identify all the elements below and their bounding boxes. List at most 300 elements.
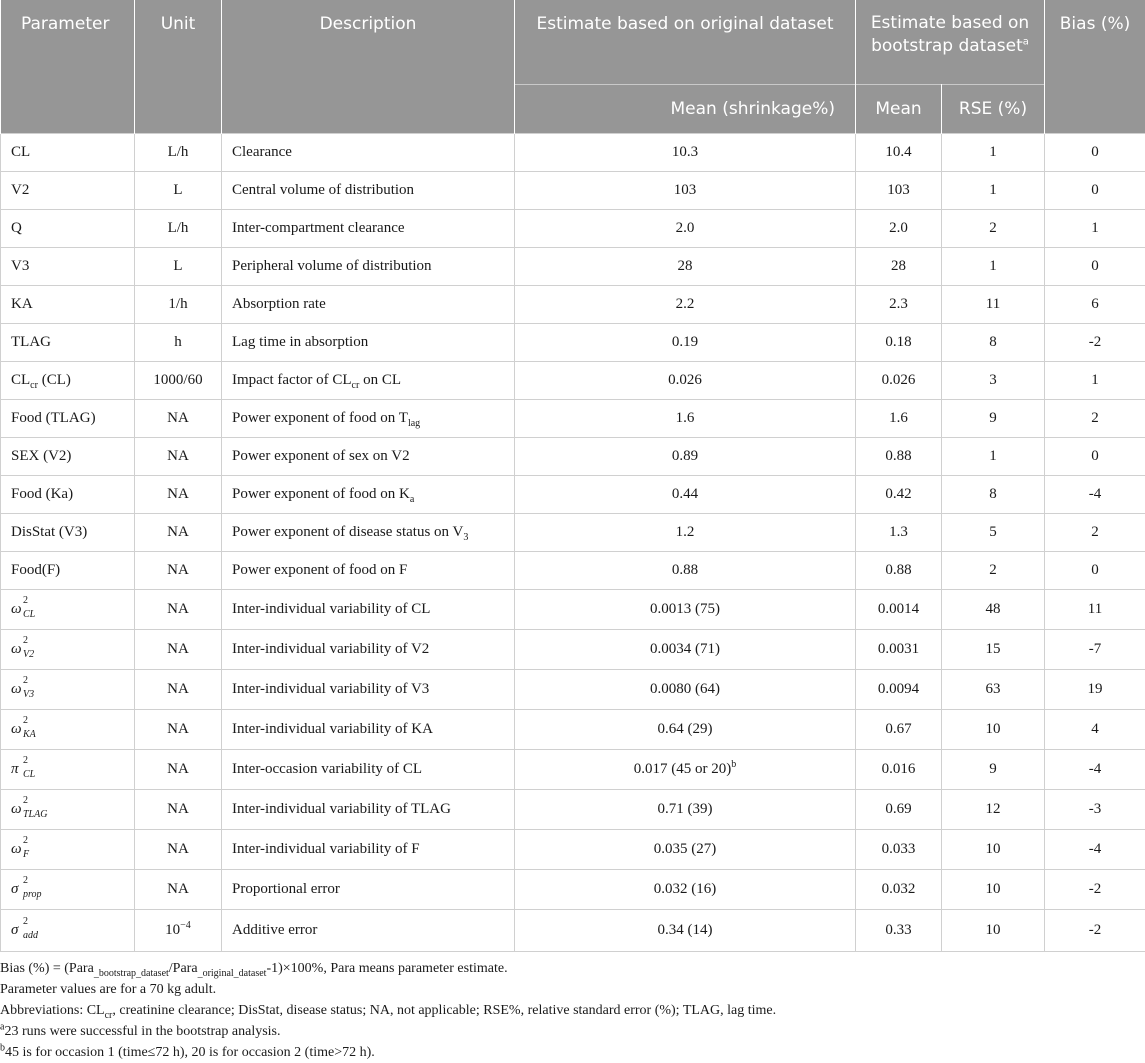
- parameter-text: Food (TLAG): [11, 410, 96, 426]
- cell-unit: [135, 630, 222, 670]
- table-row: [1, 476, 1145, 514]
- cell-parameter: [1, 790, 135, 830]
- parameter-symbol: [11, 681, 44, 698]
- description-text: Power exponent of disease status on V: [232, 524, 463, 540]
- cell-description: [222, 790, 515, 830]
- cell-unit: [135, 286, 222, 324]
- parameter-text: DisStat (V3): [11, 524, 87, 540]
- cell-unit: [135, 710, 222, 750]
- cell-unit: [135, 514, 222, 552]
- description-text: Inter-compartment clearance: [232, 220, 405, 236]
- original-mean-value: 0.032 (16): [654, 881, 717, 897]
- cell-bootstrap-rse: 5: [942, 514, 1045, 552]
- description-text: Power exponent of sex on V2: [232, 448, 410, 464]
- description-text: Peripheral volume of distribution: [232, 258, 432, 274]
- original-mean-value: 0.19: [672, 334, 698, 350]
- cell-bootstrap-mean: 10.4: [856, 134, 942, 172]
- parameter-symbol: [11, 721, 44, 738]
- cell-bootstrap-mean: 0.026: [856, 362, 942, 400]
- cell-original-mean: [515, 210, 856, 248]
- cell-description: [222, 400, 515, 438]
- parameter-text-suffix: (CL): [38, 372, 71, 388]
- cell-original-mean: [515, 324, 856, 362]
- description-subscript: a: [410, 494, 414, 505]
- symbol-superscript: 2: [23, 795, 28, 806]
- original-mean-value: 0.0013 (75): [650, 601, 720, 617]
- header-parameter: Parameter: [1, 0, 135, 134]
- cell-original-mean: [515, 172, 856, 210]
- cell-parameter: [1, 362, 135, 400]
- cell-bootstrap-rse: 9: [942, 400, 1045, 438]
- cell-original-mean: [515, 910, 856, 952]
- cell-unit: [135, 790, 222, 830]
- cell-description: [222, 134, 515, 172]
- cell-bias: 11: [1045, 590, 1145, 630]
- cell-description: [222, 362, 515, 400]
- table-row: [1, 670, 1145, 710]
- unit-text: NA: [167, 641, 189, 657]
- table-row: [1, 710, 1145, 750]
- description-text: Power exponent of food on F: [232, 562, 407, 578]
- cell-description: [222, 910, 515, 952]
- cell-bootstrap-mean: 0.42: [856, 476, 942, 514]
- parameter-symbol: [11, 801, 44, 818]
- parameter-text: Food (Ka): [11, 486, 73, 502]
- description-text: Inter-occasion variability of CL: [232, 761, 422, 777]
- unit-text: NA: [167, 841, 189, 857]
- header-bootstrap-rse: RSE (%): [942, 85, 1045, 134]
- header-original-estimate: Estimate based on original dataset: [515, 0, 856, 85]
- cell-unit: [135, 870, 222, 910]
- description-text: Additive error: [232, 922, 317, 938]
- symbol-letter: ω: [11, 801, 22, 817]
- cell-parameter: [1, 172, 135, 210]
- description-text: Inter-individual variability of F: [232, 841, 420, 857]
- cell-unit: [135, 910, 222, 952]
- symbol-subscript: add: [23, 930, 38, 941]
- cell-bias: -2: [1045, 910, 1145, 952]
- cell-bootstrap-rse: 1: [942, 248, 1045, 286]
- original-mean-value: 103: [674, 182, 697, 198]
- table-row: [1, 630, 1145, 670]
- cell-bootstrap-mean: 0.0014: [856, 590, 942, 630]
- table-row: [1, 362, 1145, 400]
- header-bootstrap-footnote-mark: a: [1023, 36, 1029, 47]
- cell-bootstrap-mean: 1.6: [856, 400, 942, 438]
- cell-bootstrap-rse: 1: [942, 172, 1045, 210]
- original-mean-value: 0.017 (45 or 20): [634, 761, 732, 777]
- cell-parameter: [1, 210, 135, 248]
- original-mean-value: 2.0: [676, 220, 695, 236]
- cell-parameter: [1, 248, 135, 286]
- symbol-letter: σ: [11, 922, 18, 938]
- cell-bias: 19: [1045, 670, 1145, 710]
- cell-parameter: [1, 286, 135, 324]
- cell-parameter: [1, 910, 135, 952]
- table-body: [1, 134, 1145, 952]
- cell-parameter: [1, 630, 135, 670]
- description-subscript: lag: [408, 418, 420, 429]
- description-text: Power exponent of food on K: [232, 486, 410, 502]
- cell-bootstrap-mean: 0.033: [856, 830, 942, 870]
- symbol-subscript: prop: [23, 889, 42, 900]
- symbol-superscript: 2: [23, 875, 28, 886]
- cell-bias: 1: [1045, 210, 1145, 248]
- parameter-text: SEX (V2): [11, 448, 71, 464]
- symbol-superscript: 2: [23, 635, 28, 646]
- parameter-text: CL: [11, 372, 30, 388]
- cell-unit: [135, 324, 222, 362]
- description-text: Impact factor of CL: [232, 372, 352, 388]
- header-original-mean: Mean (shrinkage%): [515, 85, 856, 134]
- symbol-superscript: 2: [23, 835, 28, 846]
- unit-text: NA: [167, 562, 189, 578]
- original-mean-value: 0.89: [672, 448, 698, 464]
- unit-text: h: [174, 334, 182, 350]
- cell-original-mean: [515, 134, 856, 172]
- cell-parameter: [1, 590, 135, 630]
- cell-original-mean: [515, 750, 856, 790]
- cell-bootstrap-rse: 12: [942, 790, 1045, 830]
- cell-bootstrap-rse: 8: [942, 476, 1045, 514]
- original-mean-value: 0.0080 (64): [650, 681, 720, 697]
- table-row: [1, 286, 1145, 324]
- cell-bootstrap-rse: 48: [942, 590, 1045, 630]
- unit-text: NA: [167, 761, 189, 777]
- cell-bootstrap-rse: 9: [942, 750, 1045, 790]
- description-subscript: 3: [463, 532, 468, 543]
- cell-description: [222, 670, 515, 710]
- cell-bootstrap-rse: 2: [942, 210, 1045, 248]
- cell-bootstrap-mean: 0.67: [856, 710, 942, 750]
- table-row: [1, 210, 1145, 248]
- cell-bias: 4: [1045, 710, 1145, 750]
- parameter-text: CL: [11, 144, 30, 160]
- unit-text: L: [173, 258, 182, 274]
- symbol-superscript: 2: [23, 755, 28, 766]
- original-mean-value: 1.2: [676, 524, 695, 540]
- original-mean-value: 1.6: [676, 410, 695, 426]
- cell-parameter: [1, 870, 135, 910]
- cell-original-mean: [515, 552, 856, 590]
- cell-original-mean: [515, 710, 856, 750]
- cell-bootstrap-mean: 1.3: [856, 514, 942, 552]
- cell-unit: [135, 830, 222, 870]
- table-row: [1, 910, 1145, 952]
- note-adult: Parameter values are for a 70 kg adult.: [0, 979, 1145, 1000]
- header-bootstrap-line2: bootstrap dataset: [871, 36, 1023, 56]
- cell-bias: 0: [1045, 438, 1145, 476]
- cell-parameter: [1, 552, 135, 590]
- cell-parameter: [1, 134, 135, 172]
- symbol-subscript: CL: [23, 609, 35, 620]
- table-row: [1, 590, 1145, 630]
- cell-bootstrap-rse: 10: [942, 910, 1045, 952]
- cell-description: [222, 710, 515, 750]
- description-text: Inter-individual variability of CL: [232, 601, 430, 617]
- description-text: Lag time in absorption: [232, 334, 368, 350]
- cell-bootstrap-mean: 0.032: [856, 870, 942, 910]
- table-row: [1, 750, 1145, 790]
- unit-text: L/h: [168, 144, 189, 160]
- note-bias-definition: Bias (%) = (Para$_{\_bootstrap\_dataset}$/Para$_{\_original\_dataset}$-1)×100%, Para means parameter estimate.: [0, 958, 1145, 979]
- cell-bias: -4: [1045, 750, 1145, 790]
- cell-original-mean: [515, 790, 856, 830]
- table-row: [1, 870, 1145, 910]
- table-row: [1, 134, 1145, 172]
- unit-text: NA: [167, 448, 189, 464]
- table-row: [1, 172, 1145, 210]
- parameter-subscript: cr: [30, 380, 38, 391]
- cell-original-mean: [515, 362, 856, 400]
- table-row: [1, 324, 1145, 362]
- symbol-letter: ω: [11, 641, 22, 657]
- description-text: Inter-individual variability of KA: [232, 721, 433, 737]
- cell-original-mean: [515, 286, 856, 324]
- parameter-symbol: [11, 641, 44, 658]
- unit-text: NA: [167, 721, 189, 737]
- original-mean-value: 28: [678, 258, 693, 274]
- original-mean-value: 0.71 (39): [658, 801, 713, 817]
- table-row: [1, 552, 1145, 590]
- header-unit: Unit: [135, 0, 222, 134]
- unit-text: NA: [167, 524, 189, 540]
- cell-bootstrap-mean: 28: [856, 248, 942, 286]
- cell-bootstrap-rse: 8: [942, 324, 1045, 362]
- unit-text: NA: [167, 410, 189, 426]
- cell-bias: 1: [1045, 362, 1145, 400]
- description-text: Inter-individual variability of TLAG: [232, 801, 451, 817]
- cell-original-mean: [515, 870, 856, 910]
- cell-description: [222, 870, 515, 910]
- cell-bootstrap-mean: 0.88: [856, 552, 942, 590]
- cell-description: [222, 630, 515, 670]
- original-mean-value: 0.88: [672, 562, 698, 578]
- description-text: Clearance: [232, 144, 292, 160]
- unit-text: 1/h: [168, 296, 187, 312]
- cell-original-mean: [515, 438, 856, 476]
- unit-text: NA: [167, 881, 189, 897]
- cell-unit: [135, 590, 222, 630]
- cell-unit: [135, 362, 222, 400]
- cell-bias: 2: [1045, 514, 1145, 552]
- cell-bootstrap-rse: 1: [942, 438, 1045, 476]
- parameter-symbol: [11, 841, 44, 858]
- cell-bias: 2: [1045, 400, 1145, 438]
- table-row: [1, 830, 1145, 870]
- symbol-superscript: 2: [23, 916, 28, 927]
- cell-bias: -2: [1045, 870, 1145, 910]
- cell-parameter: [1, 670, 135, 710]
- original-mean-value: 0.34 (14): [658, 922, 713, 938]
- cell-original-mean: [515, 514, 856, 552]
- unit-text: L: [173, 182, 182, 198]
- cell-bootstrap-rse: 2: [942, 552, 1045, 590]
- cell-description: [222, 830, 515, 870]
- parameter-text: Food(F): [11, 562, 60, 578]
- unit-superscript: −4: [180, 920, 191, 931]
- table-row: [1, 400, 1145, 438]
- table-row: [1, 514, 1145, 552]
- cell-bootstrap-mean: 0.33: [856, 910, 942, 952]
- description-text: Absorption rate: [232, 296, 326, 312]
- parameter-text: KA: [11, 296, 33, 312]
- symbol-letter: ω: [11, 681, 22, 697]
- cell-parameter: [1, 476, 135, 514]
- cell-bootstrap-rse: 63: [942, 670, 1045, 710]
- cell-description: [222, 750, 515, 790]
- cell-description: [222, 324, 515, 362]
- cell-description: [222, 248, 515, 286]
- parameter-symbol: [11, 601, 44, 618]
- cell-original-mean: [515, 590, 856, 630]
- description-text: Central volume of distribution: [232, 182, 414, 198]
- cell-bootstrap-rse: 3: [942, 362, 1045, 400]
- cell-unit: [135, 248, 222, 286]
- original-mean-value: 2.2: [676, 296, 695, 312]
- cell-original-mean: [515, 830, 856, 870]
- cell-bias: -7: [1045, 630, 1145, 670]
- cell-unit: [135, 670, 222, 710]
- cell-description: [222, 286, 515, 324]
- cell-bootstrap-mean: 103: [856, 172, 942, 210]
- table-row: [1, 438, 1145, 476]
- parameter-text: TLAG: [11, 334, 51, 350]
- cell-bootstrap-mean: 0.016: [856, 750, 942, 790]
- parameter-symbol: [11, 761, 41, 778]
- description-subscript: cr: [352, 380, 360, 391]
- unit-text: L/h: [168, 220, 189, 236]
- symbol-subscript: KA: [23, 729, 36, 740]
- description-text-suffix: on CL: [359, 372, 401, 388]
- header-bootstrap-line1: Estimate based on: [871, 13, 1029, 33]
- cell-bootstrap-mean: 2.0: [856, 210, 942, 248]
- symbol-subscript: CL: [23, 769, 35, 780]
- original-mean-value: 0.44: [672, 486, 698, 502]
- table-row: [1, 248, 1145, 286]
- unit-text: NA: [167, 601, 189, 617]
- cell-bootstrap-mean: 2.3: [856, 286, 942, 324]
- parameter-text: V3: [11, 258, 29, 274]
- cell-description: [222, 590, 515, 630]
- symbol-subscript: V3: [23, 689, 34, 700]
- cell-bias: 0: [1045, 248, 1145, 286]
- cell-bias: 0: [1045, 552, 1145, 590]
- cell-parameter: [1, 830, 135, 870]
- cell-unit: [135, 134, 222, 172]
- cell-bootstrap-rse: 11: [942, 286, 1045, 324]
- header-bootstrap-mean: Mean: [856, 85, 942, 134]
- original-mean-value: 0.026: [668, 372, 702, 388]
- cell-original-mean: [515, 400, 856, 438]
- cell-description: [222, 476, 515, 514]
- cell-description: [222, 172, 515, 210]
- cell-description: [222, 438, 515, 476]
- original-mean-value: 10.3: [672, 144, 698, 160]
- parameter-text: Q: [11, 220, 22, 236]
- symbol-superscript: 2: [23, 595, 28, 606]
- cell-parameter: [1, 324, 135, 362]
- symbol-letter: ω: [11, 841, 22, 857]
- cell-original-mean: [515, 630, 856, 670]
- cell-original-mean: [515, 476, 856, 514]
- parameter-symbol: [11, 922, 40, 939]
- cell-bias: 0: [1045, 172, 1145, 210]
- symbol-letter: ω: [11, 721, 22, 737]
- cell-bias: -2: [1045, 324, 1145, 362]
- unit-text: NA: [167, 486, 189, 502]
- cell-unit: [135, 750, 222, 790]
- table-header: [1, 0, 1145, 134]
- original-mean-value: 0.64 (29): [658, 721, 713, 737]
- table-row: [1, 790, 1145, 830]
- cell-bias: 0: [1045, 134, 1145, 172]
- cell-unit: [135, 172, 222, 210]
- cell-bootstrap-rse: 15: [942, 630, 1045, 670]
- header-bias: Bias (%): [1045, 0, 1145, 134]
- symbol-subscript: TLAG: [23, 809, 47, 820]
- original-mean-footnote-mark: b: [731, 759, 736, 770]
- unit-text: NA: [167, 681, 189, 697]
- note-footnote-b: $^b$45 is for occasion 1 (time≤72 h), 20 is for occasion 2 (time>72 h).: [0, 1042, 1145, 1063]
- cell-unit: [135, 476, 222, 514]
- cell-parameter: [1, 438, 135, 476]
- cell-bias: -3: [1045, 790, 1145, 830]
- cell-description: [222, 210, 515, 248]
- unit-text: NA: [167, 801, 189, 817]
- cell-description: [222, 552, 515, 590]
- symbol-superscript: 2: [23, 715, 28, 726]
- description-text: Power exponent of food on T: [232, 410, 408, 426]
- symbol-subscript: V2: [23, 649, 34, 660]
- parameter-text: V2: [11, 182, 29, 198]
- unit-text: 1000/60: [153, 372, 202, 388]
- description-text: Inter-individual variability of V2: [232, 641, 429, 657]
- cell-original-mean: [515, 248, 856, 286]
- header-description: Description: [222, 0, 515, 134]
- cell-bias: -4: [1045, 476, 1145, 514]
- symbol-letter: π: [11, 761, 19, 777]
- parameter-symbol: [11, 881, 40, 898]
- symbol-superscript: 2: [23, 675, 28, 686]
- symbol-subscript: F: [23, 849, 29, 860]
- original-mean-value: 0.035 (27): [654, 841, 717, 857]
- cell-description: [222, 514, 515, 552]
- cell-parameter: [1, 514, 135, 552]
- cell-bootstrap-mean: 0.69: [856, 790, 942, 830]
- cell-bootstrap-mean: 0.0031: [856, 630, 942, 670]
- description-text: Proportional error: [232, 881, 340, 897]
- cell-bootstrap-mean: 0.88: [856, 438, 942, 476]
- cell-original-mean: [515, 670, 856, 710]
- cell-bootstrap-mean: 0.18: [856, 324, 942, 362]
- header-bootstrap-estimate: [856, 0, 1045, 85]
- cell-bootstrap-mean: 0.0094: [856, 670, 942, 710]
- description-text: Inter-individual variability of V3: [232, 681, 429, 697]
- cell-bias: 6: [1045, 286, 1145, 324]
- cell-unit: [135, 210, 222, 248]
- cell-unit: [135, 552, 222, 590]
- note-abbreviations: Abbreviations: $CL_{cr}$, creatinine clearance; DisStat, disease status; NA, not applicable; RSE%, relative standard error (%); TLAG, lag time.: [0, 1000, 1145, 1021]
- cell-parameter: [1, 710, 135, 750]
- unit-text: 10: [165, 922, 180, 938]
- cell-parameter: [1, 400, 135, 438]
- original-mean-value: 0.0034 (71): [650, 641, 720, 657]
- symbol-letter: ω: [11, 601, 22, 617]
- symbol-letter: σ: [11, 881, 18, 897]
- cell-unit: [135, 438, 222, 476]
- cell-bootstrap-rse: 1: [942, 134, 1045, 172]
